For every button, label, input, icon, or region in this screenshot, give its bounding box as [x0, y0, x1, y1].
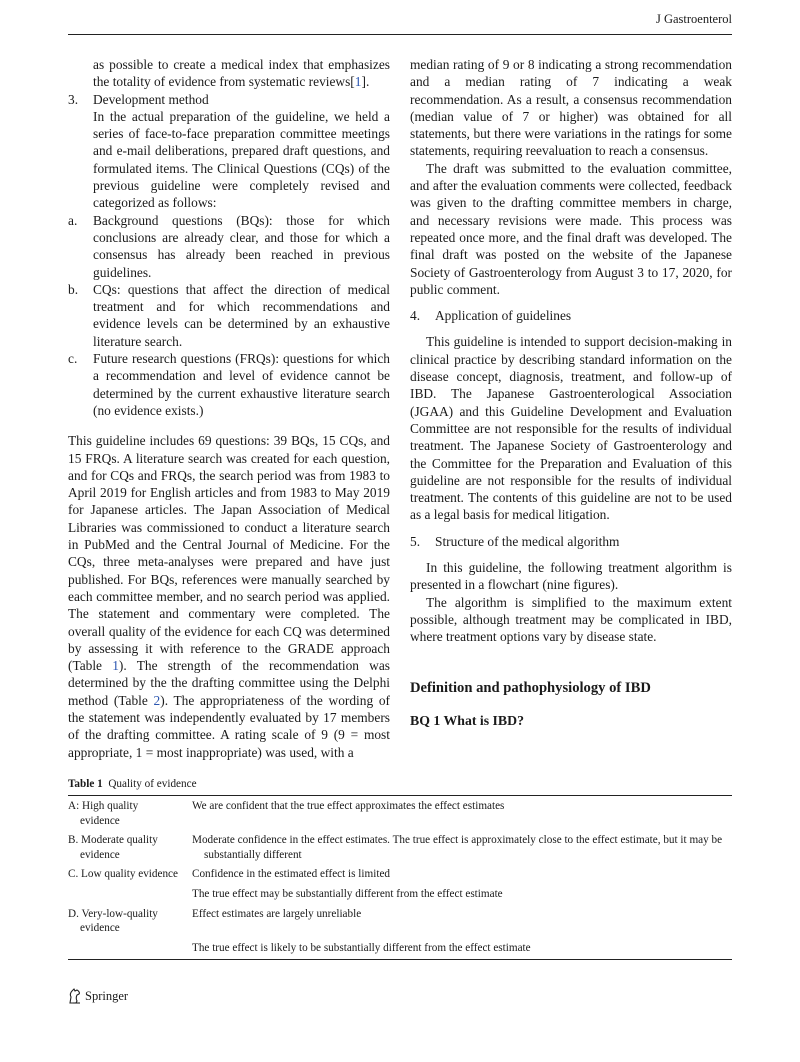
- grade-text: evidence: [80, 848, 120, 861]
- grade-text: evidence: [80, 814, 120, 827]
- publisher-footer: [68, 988, 128, 1004]
- body-paragraph: [68, 432, 390, 761]
- running-header: J Gastroenterol: [655, 12, 732, 26]
- table-row: [68, 830, 732, 864]
- grade-cell: [68, 887, 192, 902]
- body-paragraph: The draft was submitted to the evaluation committee, and after the evaluation comments were collected, feedback was given to the drafting committee members in charge, and necessary revisions were made. This process was repeated once more, and the final draft was developed. The final draft was posted on the website of the Japanese Society of Gastroenterology from August 3 to 17, 2020, for public comment.: [410, 160, 732, 297]
- table-bottom-rule: [68, 959, 732, 960]
- body-paragraph: median rating of 9 or 8 indicating a strong recommendation and a median rating of 7 indicating a weak recommendation. As a result, a consensus recommendation (median value of 7 or higher) was obtained for all statements, but there were variations in the ratings for some statements, requiring reevaluation to reach a consensus.: [410, 57, 732, 159]
- description-cell: We are confident that the true effect approximates the effect estimates: [192, 800, 505, 812]
- table-label: Table 1: [68, 778, 103, 790]
- development-method-text: In the actual preparation of the guideline, we held a series of face-to-face preparation committee meetings and e-mail deliberations, prepared draft questions, and formulated items. The Clinical Questions (CQs) of the previous guideline were completely revised and categorized as follows:: [93, 108, 390, 211]
- list-item-title: Structure of the medical algorithm: [435, 533, 620, 549]
- list-marker: c.: [68, 351, 78, 367]
- list-marker: b.: [68, 281, 79, 297]
- table-title: Quality of evidence: [108, 778, 197, 790]
- paragraph-text: ). The strength of the recommendation was determined by the the drafting committee using the Delphi method (Table: [68, 658, 390, 708]
- grade-text: D. Very-low-quality: [68, 907, 158, 920]
- subsection-heading: BQ 1 What is IBD?: [410, 712, 524, 728]
- list-marker: 4.: [410, 308, 421, 324]
- paragraph-text: This guideline includes 69 questions: 39 BQs, 15 CQs, and 15 FRQs. A literature search was created for each question, and for CQs and FRQs, the search period was from 1983 to April 2019 for English articles and from 1983 to May 2019 for Japanese articles. The Japan Association of Medical Libraries was commissioned to conduct a literature search in PubMed and the Central Journal of Medicine. For the CQs, three meta-analyses were prepared and have just published. For BQs, references were manually searched by each committee member, and no search period was applied. The statement and commentary were completed. The overall quality of the evidence for each CQ was determined by assessing it with reference to the GRADE approach (Table: [68, 433, 390, 674]
- list-item-a: [68, 212, 390, 281]
- right-column: [410, 56, 732, 729]
- description-cell: The true effect is likely to be substantially different from the effect estimate: [192, 941, 531, 954]
- table-row: [68, 904, 732, 938]
- table-row: [68, 864, 732, 884]
- continued-text-end: ].: [361, 74, 370, 90]
- section-heading: Definition and pathophysiology of IBD: [410, 679, 651, 696]
- description-text: Moderate confidence in the effect estimates. The true effect is approximately close to the effect estimate, but it may be: [192, 834, 723, 847]
- list-item-b: [68, 281, 390, 350]
- springer-horse-icon: [68, 988, 82, 1004]
- list-marker: 5.: [410, 533, 421, 549]
- continued-item-text: [68, 56, 390, 91]
- header-rule: [68, 34, 732, 35]
- list-item-text: Future research questions (FRQs): questions for which a recommendation and level of evidence cannot be determined by the current exhaustive literature search (no evidence exists.): [93, 351, 390, 418]
- table-row: [68, 884, 732, 904]
- list-item-c: [68, 350, 390, 419]
- list-item-title: Development method: [93, 91, 209, 107]
- list-item-4: [410, 307, 732, 324]
- table-ref-link[interactable]: 1: [112, 658, 119, 674]
- body-paragraph: This guideline is intended to support decision-making in clinical practice by describing standard information on the disease concept, diagnosis, treatment, and follow-up of IBD. The Japanese Gastroenterological Association (JGAA) and this Guideline Development and Evaluation Committee are not responsible for the results of individual treatment. The Japanese Society of Gastroenterology and the Committee for the Preparation and Evaluation of this guideline are not responsible for the results of individual treatment. The contents of this guideline are not to be used as a legal basis for medical litigation.: [410, 334, 732, 523]
- grade-cell: [68, 907, 192, 936]
- list-item-text: CQs: questions that affect the direction of medical treatment and for which recommendations and evidence levels can be determined by an exhaustive literature search.: [93, 281, 390, 349]
- list-marker: a.: [68, 212, 78, 228]
- list-item-text: Background questions (BQs): those for which conclusions are already clear, and those for which a consensus has already been reached in previous guidelines.: [93, 212, 390, 280]
- description-cell: The true effect may be substantially different from the effect estimate: [192, 887, 503, 900]
- grade-cell: [68, 941, 192, 956]
- publisher-name: Springer: [85, 988, 129, 1003]
- table-row: [68, 796, 732, 830]
- body-paragraph: The algorithm is simplified to the maximum extent possible, although treatment may be complicated in IBD, where treatment options vary by disease state.: [410, 594, 732, 645]
- list-item-3: [68, 91, 390, 108]
- description-cell: Confidence in the estimated effect is limited: [192, 868, 390, 881]
- list-item-title: Application of guidelines: [435, 308, 572, 324]
- description-text: substantially different: [204, 848, 302, 861]
- description-cell: [192, 833, 732, 862]
- body-paragraph: In this guideline, the following treatment algorithm is presented in a flowchart (nine figures).: [410, 560, 732, 593]
- table-caption: [68, 778, 197, 790]
- grade-text: B. Moderate quality: [68, 834, 158, 847]
- grade-cell: C. Low quality evidence: [68, 868, 178, 881]
- grade-cell: [68, 833, 192, 862]
- citation-link[interactable]: 1: [354, 74, 362, 90]
- paragraph-text: ). The appropriateness of the wording of the statement was independently evaluated by 17 members of the drafting committee. A rating scale of 9 (9 = most appropriate, 1 = most inappropriate) was used, with a: [68, 692, 390, 760]
- quality-of-evidence-table: [68, 795, 732, 960]
- table-ref-link[interactable]: 2: [153, 692, 161, 708]
- grade-text: A: High quality: [68, 800, 139, 812]
- continued-text: as possible to create a medical index that emphasizes the totality of evidence from systematic reviews[: [93, 57, 390, 90]
- grade-cell: [68, 799, 192, 828]
- left-column: [68, 56, 390, 761]
- list-marker: 3.: [68, 91, 79, 107]
- description-cell: Effect estimates are largely unreliable: [192, 907, 362, 920]
- list-item-5: [410, 533, 732, 550]
- grade-text: evidence: [80, 922, 120, 935]
- table-row: [68, 938, 732, 958]
